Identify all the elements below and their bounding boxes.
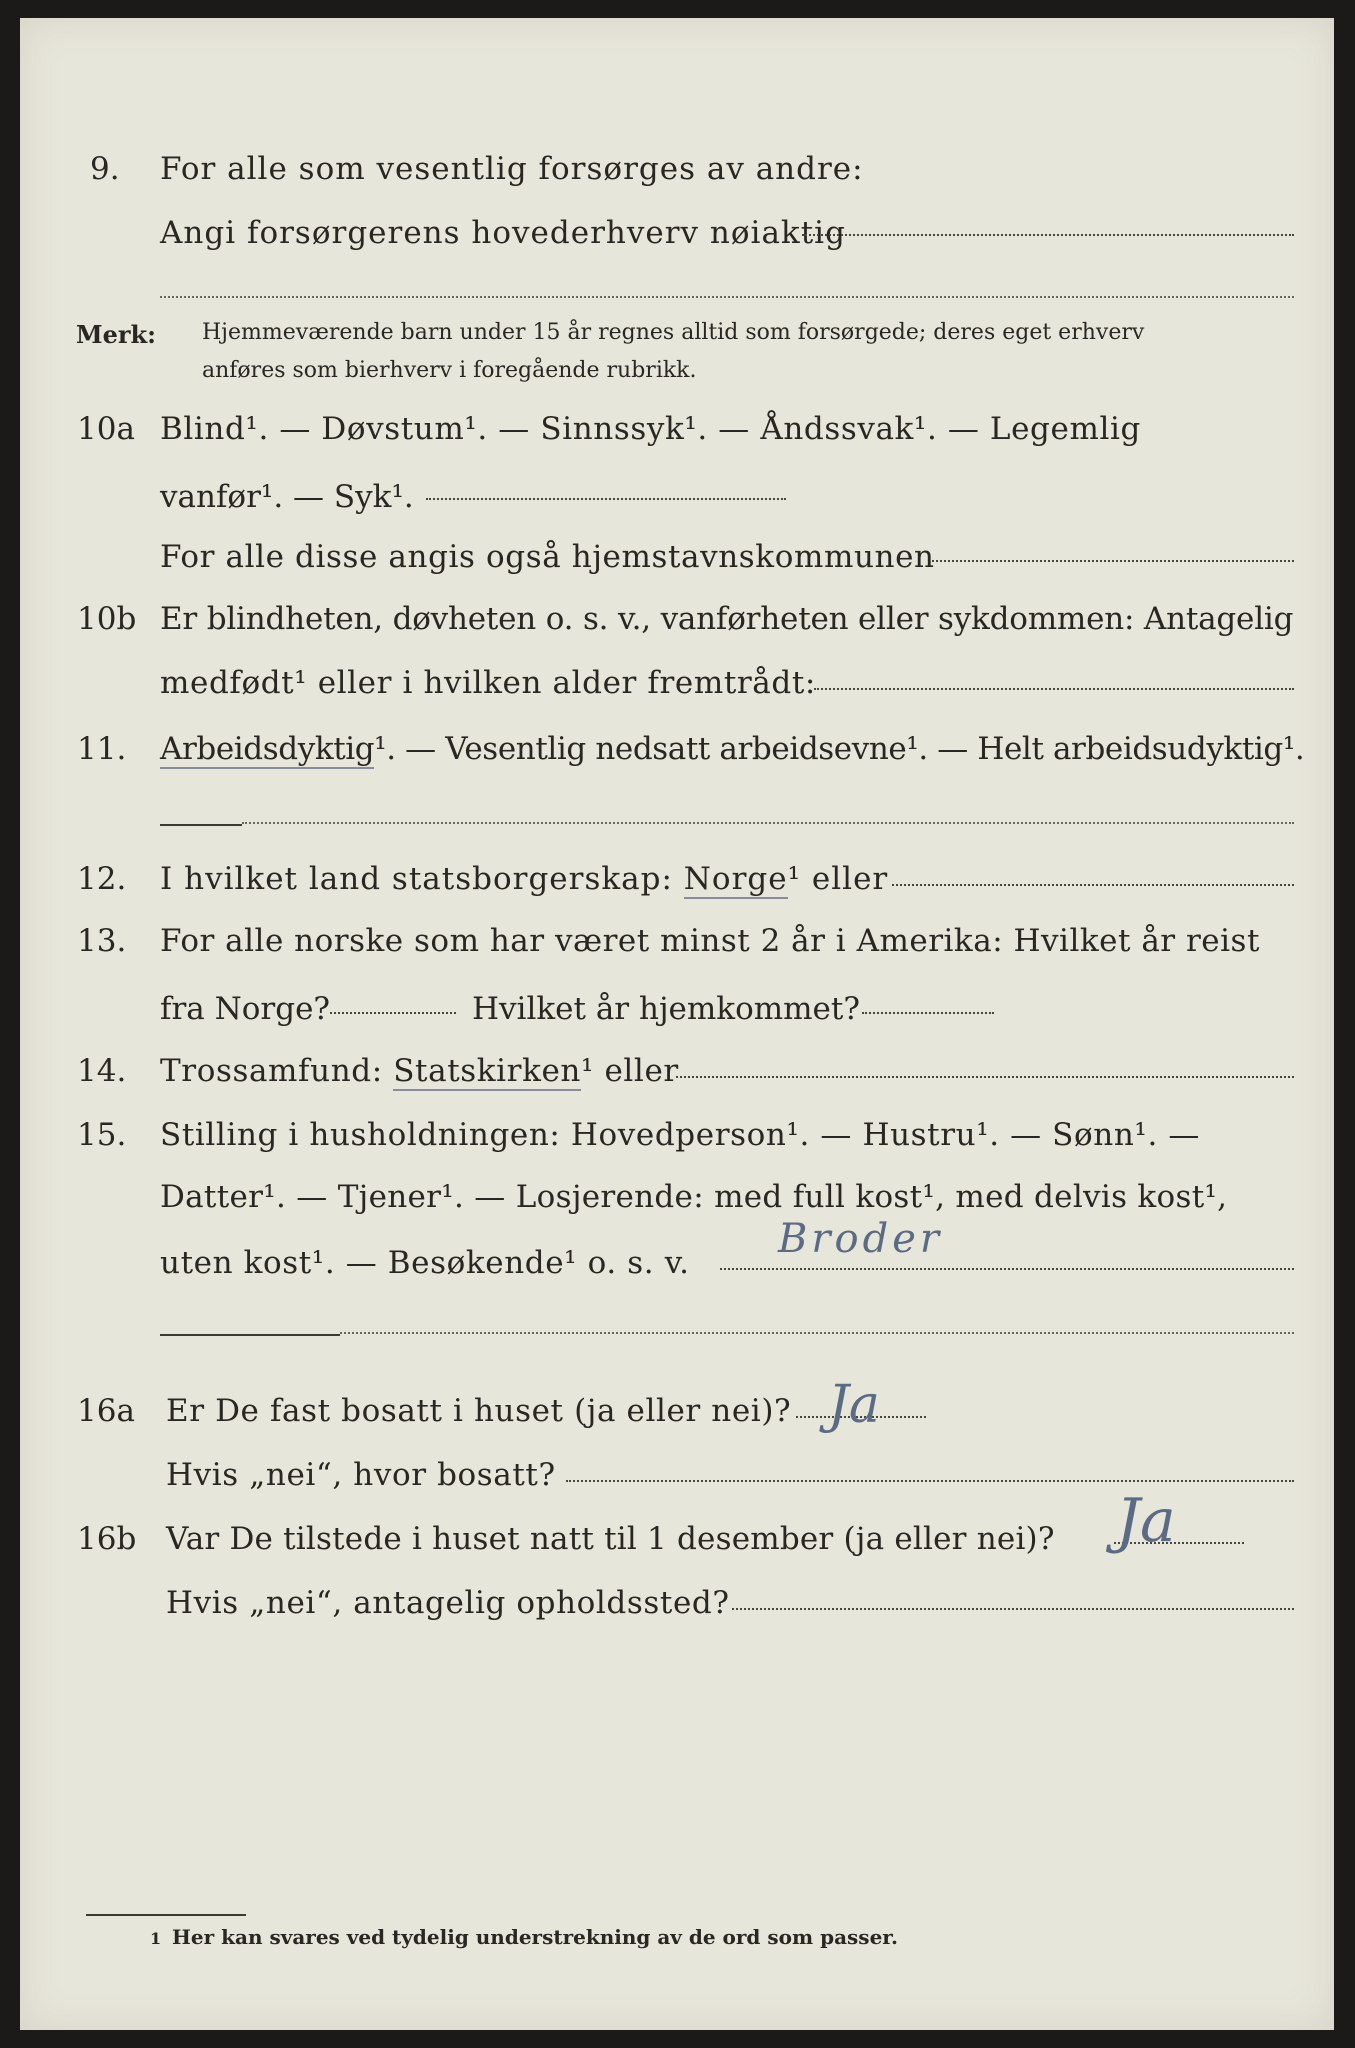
q10b-answer-line[interactable] [814,688,1294,690]
merk-line-2: anføres som bierhverv i foregående rubrikk. [202,358,697,383]
q12-number: 12. [77,861,127,897]
q11-answer-line[interactable] [242,822,1294,824]
q13-number: 13. [77,923,127,959]
q16b-line-1: Var De tilstede i huset natt til 1 desember (ja eller nei)? [166,1521,1055,1557]
q15-number: 15. [77,1117,127,1153]
q12-suffix: ¹ eller [787,861,889,897]
q10a-number: 10a [77,411,135,447]
q9-question: For alle som vesentlig forsørges av andre: [160,151,864,187]
q12-option-norge[interactable]: Norge [683,861,788,897]
q13-departure-year-line[interactable] [330,1012,456,1014]
q9-number: 9. [90,151,120,187]
q15-line-2: Datter¹. — Tjener¹. — Losjerende: med full kost¹, med delvis kost¹, [160,1179,1228,1215]
q16a-line-2: Hvis „nei“, hvor bosatt? [166,1457,556,1493]
q14-line [160,1052,679,1090]
q10b-line-1: Er blindheten, døvheten o. s. v., vanførheten eller sykdommen: Antagelig [160,601,1294,637]
q14-number: 14. [77,1053,127,1089]
q15-answer-line-solid [160,1334,340,1336]
footnote-rule [86,1914,246,1916]
q16b-number: 16b [77,1521,137,1557]
q16a-residence-line[interactable] [566,1480,1294,1482]
q13-return-year-line[interactable] [862,1012,994,1014]
q11-number: 11. [77,731,127,767]
q15-answer-line[interactable] [720,1268,1294,1270]
q11-line [160,730,1304,768]
q13-line-1: For alle norske som har været minst 2 år i Amerika: Hvilket år reist [160,923,1260,959]
q16b-handwritten-answer: Ja [1116,1486,1176,1556]
q14-answer-line[interactable] [676,1076,1294,1078]
q16a-line-1: Er De fast bosatt i huset (ja eller nei)? [166,1393,792,1429]
q14-option-statskirken[interactable]: Statskirken [393,1053,581,1089]
q10a-line-2: vanfør¹. — Syk¹. [160,479,414,515]
q11-options-rest: ¹. — Vesentlig nedsatt arbeidsevne¹. — Helt arbeidsudyktig¹. [374,731,1305,767]
q15-line-3: uten kost¹. — Besøkende¹ o. s. v. [160,1245,690,1281]
q12-prefix: I hvilket land statsborgerskap: [160,861,673,897]
merk-line-1: Hjemmeværende barn under 15 år regnes alltid som forsørgede; deres eget erhverv [202,320,1145,345]
q10a-line-1: Blind¹. — Døvstum¹. — Sinnssyk¹. — Åndssvak¹. — Legemlig [160,411,1141,447]
q10b-number: 10b [77,601,137,637]
q13-return-label: Hvilket år hjemkommet? [472,991,860,1027]
footnote-mark: 1 [150,1929,162,1948]
q10a-municipality-line[interactable] [932,560,1294,562]
q11-option-arbeidsdyktig[interactable]: Arbeidsdyktig [160,731,375,767]
q13-departure-label: fra Norge? [160,991,331,1027]
q16b-location-line[interactable] [732,1608,1294,1610]
q9-occupation-label: Angi forsørgerens hovederhverv nøiaktig [160,215,846,251]
footnote-text: Her kan svares ved tydelig understrekning av de ord som passer. [172,1925,898,1949]
merk-label: Merk: [76,320,156,349]
q12-line [160,860,888,898]
q9-answer-line-2[interactable] [160,296,1294,298]
q10b-line-2: medfødt¹ eller i hvilken alder fremtrådt: [160,665,816,701]
q15-handwritten-answer: Broder [778,1216,943,1262]
q11-answer-line-solid [160,824,242,826]
q16a-number: 16a [77,1393,135,1429]
q14-prefix: Trossamfund: [160,1053,383,1089]
q9-answer-line[interactable] [802,234,1294,236]
q14-suffix: ¹ eller [580,1053,679,1089]
census-form-page [20,18,1334,2030]
q10a-line-3: For alle disse angis også hjemstavnskommunen [160,539,935,575]
q15-answer-line-2[interactable] [340,1332,1294,1334]
q16b-line-2: Hvis „nei“, antagelig opholdssted? [166,1585,730,1621]
q10a-answer-line[interactable] [426,498,786,500]
q16a-handwritten-answer: Ja [828,1375,880,1435]
q12-answer-line[interactable] [892,884,1294,886]
q15-line-1: Stilling i husholdningen: Hovedperson¹. — Hustru¹. — Sønn¹. — [160,1117,1200,1153]
